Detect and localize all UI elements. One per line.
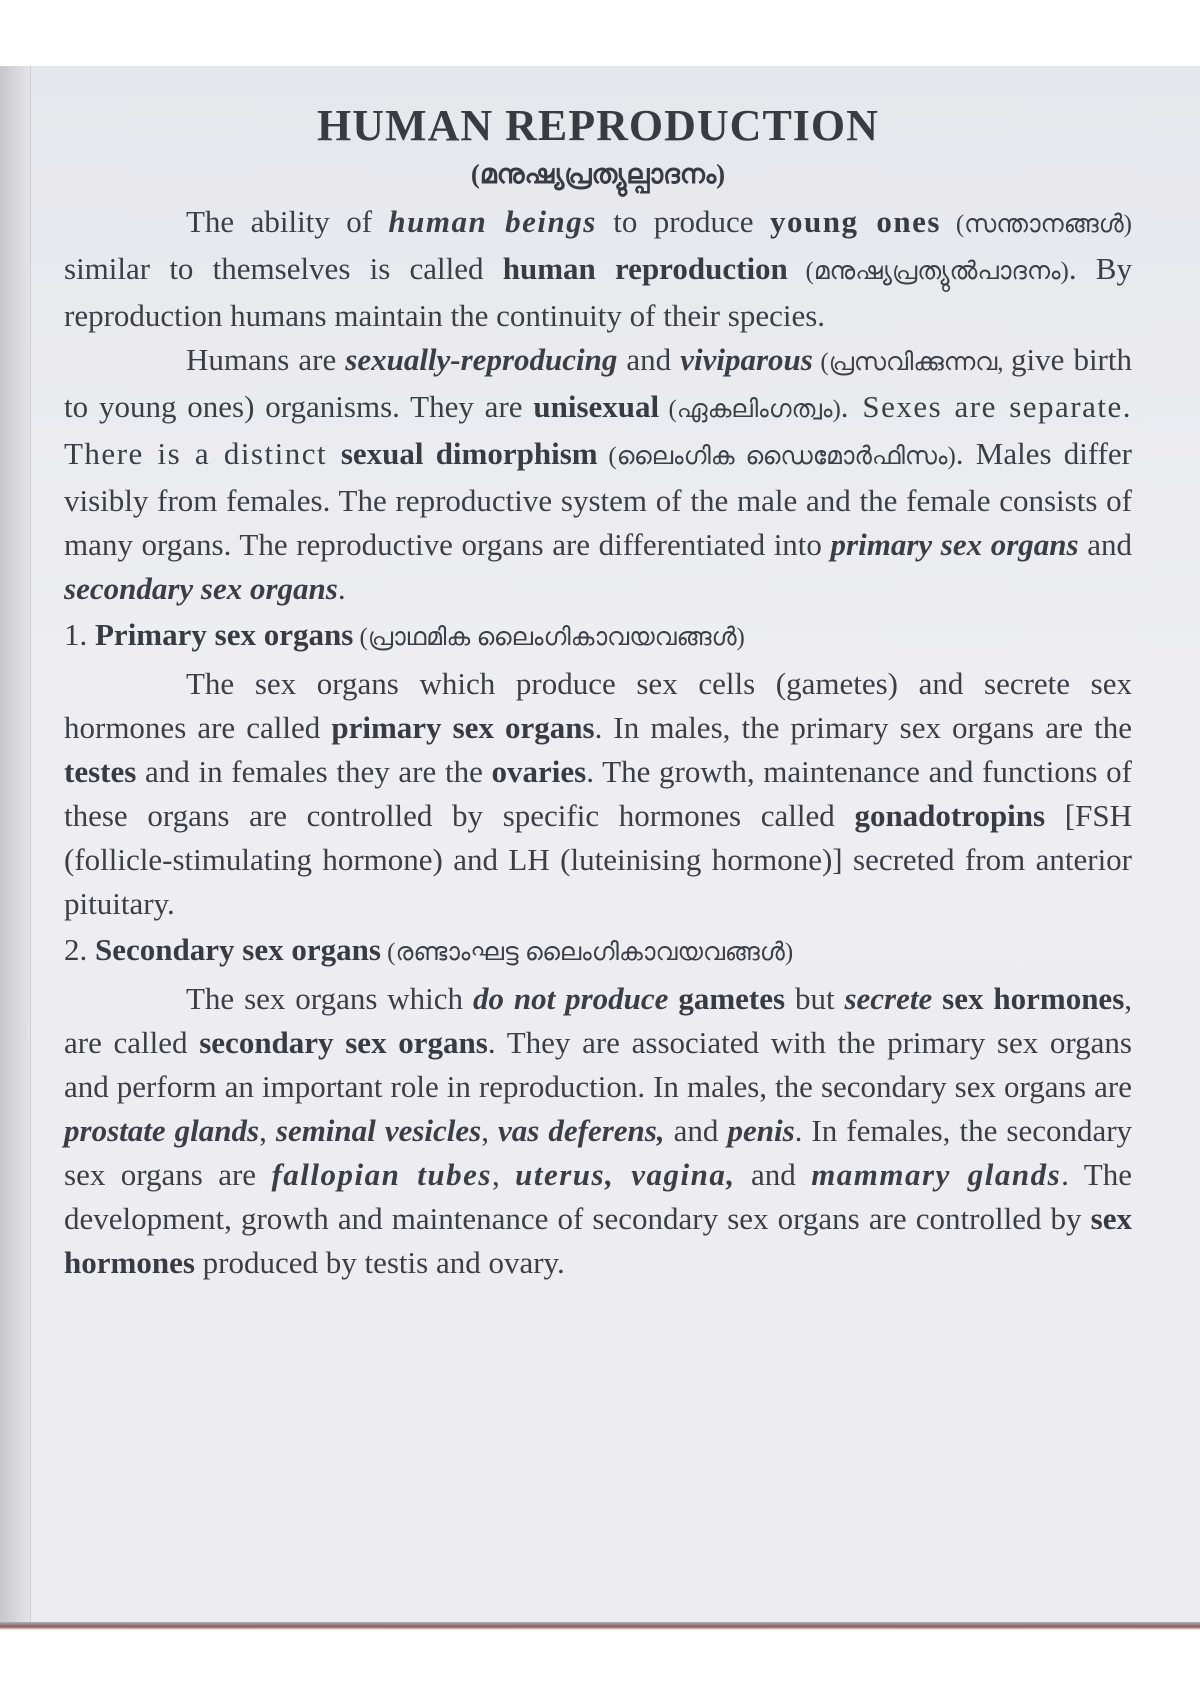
text-run: [FSH (follicle-stimulating hormone) and LH (luteinising hormone)] secreted from anterior pituitary. [64,798,1132,921]
term-ovaries: ovaries [491,754,587,789]
text-run: . The growth, maintenance and functions of these organs are controlled by specific hormones called [64,754,1132,833]
emphasis-secrete: secrete [844,981,933,1016]
malayalam-gloss: (മനുഷ്യപ്രത്യുൽപാദനം) [787,258,1069,285]
text-run: but [785,981,845,1016]
paragraph-intro [64,200,1132,338]
malayalam-gloss: (ഏകലിംഗത്വം) [659,396,841,423]
text-run [668,981,678,1016]
term-unisexual: unisexual [533,389,660,424]
emphasis-viviparous: viviparous [680,342,813,377]
text-run: . Sexes are separate. There is a distinct [64,389,1132,471]
paragraph-sexual-reproduction [64,338,1132,611]
text-run: . In males, the primary sex organs are the [594,710,1132,745]
text-run: and [617,342,681,377]
emphasis-sexually-reproducing: sexually-reproducing [345,342,618,377]
text-run: similar to themselves is called [64,251,503,286]
emphasis-penis: penis [727,1113,795,1148]
malayalam-gloss: (പ്രാഥമിക ലൈംഗികാവയവങ്ങൾ) [353,624,745,651]
text-run: The sex organs which [186,981,473,1016]
term-young-ones: young ones [769,204,941,239]
emphasis-do-not-produce: do not produce [472,981,669,1016]
text-run: , [481,1113,499,1148]
text-run: give birth to young ones) organisms. They are [64,342,1132,424]
text-run: . They are associated with the primary sex organs and perform an important role in reproduction. In males, the secondary sex organs are [64,1025,1132,1104]
term-testes: testes [64,754,137,789]
emphasis-fallopian-tubes: fallopian tubes [271,1157,492,1192]
text-run: Humans are [186,342,346,377]
emphasis-primary-sex-organs: primary sex organs [830,527,1079,562]
emphasis-mammary-glands: mammary glands [811,1157,1062,1192]
paragraph-secondary-sex-organs [64,977,1132,1285]
text-run: . In females, the secondary sex organs are [64,1113,1133,1192]
term-gametes: gametes [678,981,786,1016]
term-sex-hormones: sex hormones [64,1201,1132,1280]
emphasis-seminal-vesicles: seminal vesicles [275,1113,482,1148]
text-run: , are called [64,981,1133,1060]
text-run: and [735,1157,812,1192]
document-page [64,100,1132,1285]
text-run: . The development, growth and maintenance of secondary sex organs are controlled by [64,1157,1132,1236]
text-run: The sex organs which produce sex cells (gametes) and secrete sex hormones are called [64,666,1132,745]
section-heading-secondary [64,928,1132,975]
page-title: HUMAN REPRODUCTION [317,101,879,150]
emphasis-human-beings: human beings [388,204,597,239]
text-run: . By reproduction humans maintain the continuity of their species. [64,251,1132,333]
paragraph-primary-sex-organs [64,662,1132,926]
emphasis-vas-deferens: vas deferens, [498,1113,665,1148]
term-sexual-dimorphism: sexual dimorphism [340,436,598,471]
section-number: 1. [64,617,95,652]
emphasis-uterus-vagina: uterus, vagina, [515,1157,736,1192]
term-secondary-sex-organs: secondary sex organs [199,1025,488,1060]
section-number: 2. [64,932,95,967]
section-heading-primary [64,613,1132,660]
emphasis-prostate-glands: prostate glands [64,1113,260,1148]
book-binding-edge [0,66,31,1626]
text-run: produced by testis and ovary. [194,1245,565,1280]
term-human-reproduction: human reproduction [502,251,788,286]
text-run [932,981,942,1016]
term-primary-sex-organs: primary sex organs [331,710,595,745]
text-run: . [337,571,346,606]
malayalam-gloss: (ലൈംഗിക ഡൈമോർഫിസം) [597,443,956,470]
term-gonadotropins: gonadotropins [854,798,1046,833]
book-bottom-edge [0,1622,1200,1630]
term-sex-hormones: sex hormones [942,981,1125,1016]
malayalam-gloss: (രണ്ടാംഘട്ട ലൈംഗികാവയവങ്ങൾ) [380,939,794,966]
section-title: Primary sex organs [95,617,354,652]
text-run: , [259,1113,276,1148]
text-run: . Males differ visibly from females. The reproductive system of the male and the female consists of many organs. The reproductive organs are differentiated into [64,436,1132,562]
text-run: The ability of [186,204,389,239]
malayalam-gloss: (സന്താനങ്ങൾ) [940,211,1132,238]
text-run: and in females they are the [136,754,492,789]
text-run: and [664,1113,728,1148]
text-run: and [1078,527,1132,562]
section-title: Secondary sex organs [95,932,381,967]
malayalam-gloss: (പ്രസവിക്കുന്നവ, [812,349,1012,376]
emphasis-secondary-sex-organs: secondary sex organs [64,571,338,606]
text-run: to produce [596,204,770,239]
page-subtitle-malayalam: (മനുഷ്യപ്രത്യുല്പാദനം) [470,159,726,189]
text-run: , [491,1157,516,1192]
